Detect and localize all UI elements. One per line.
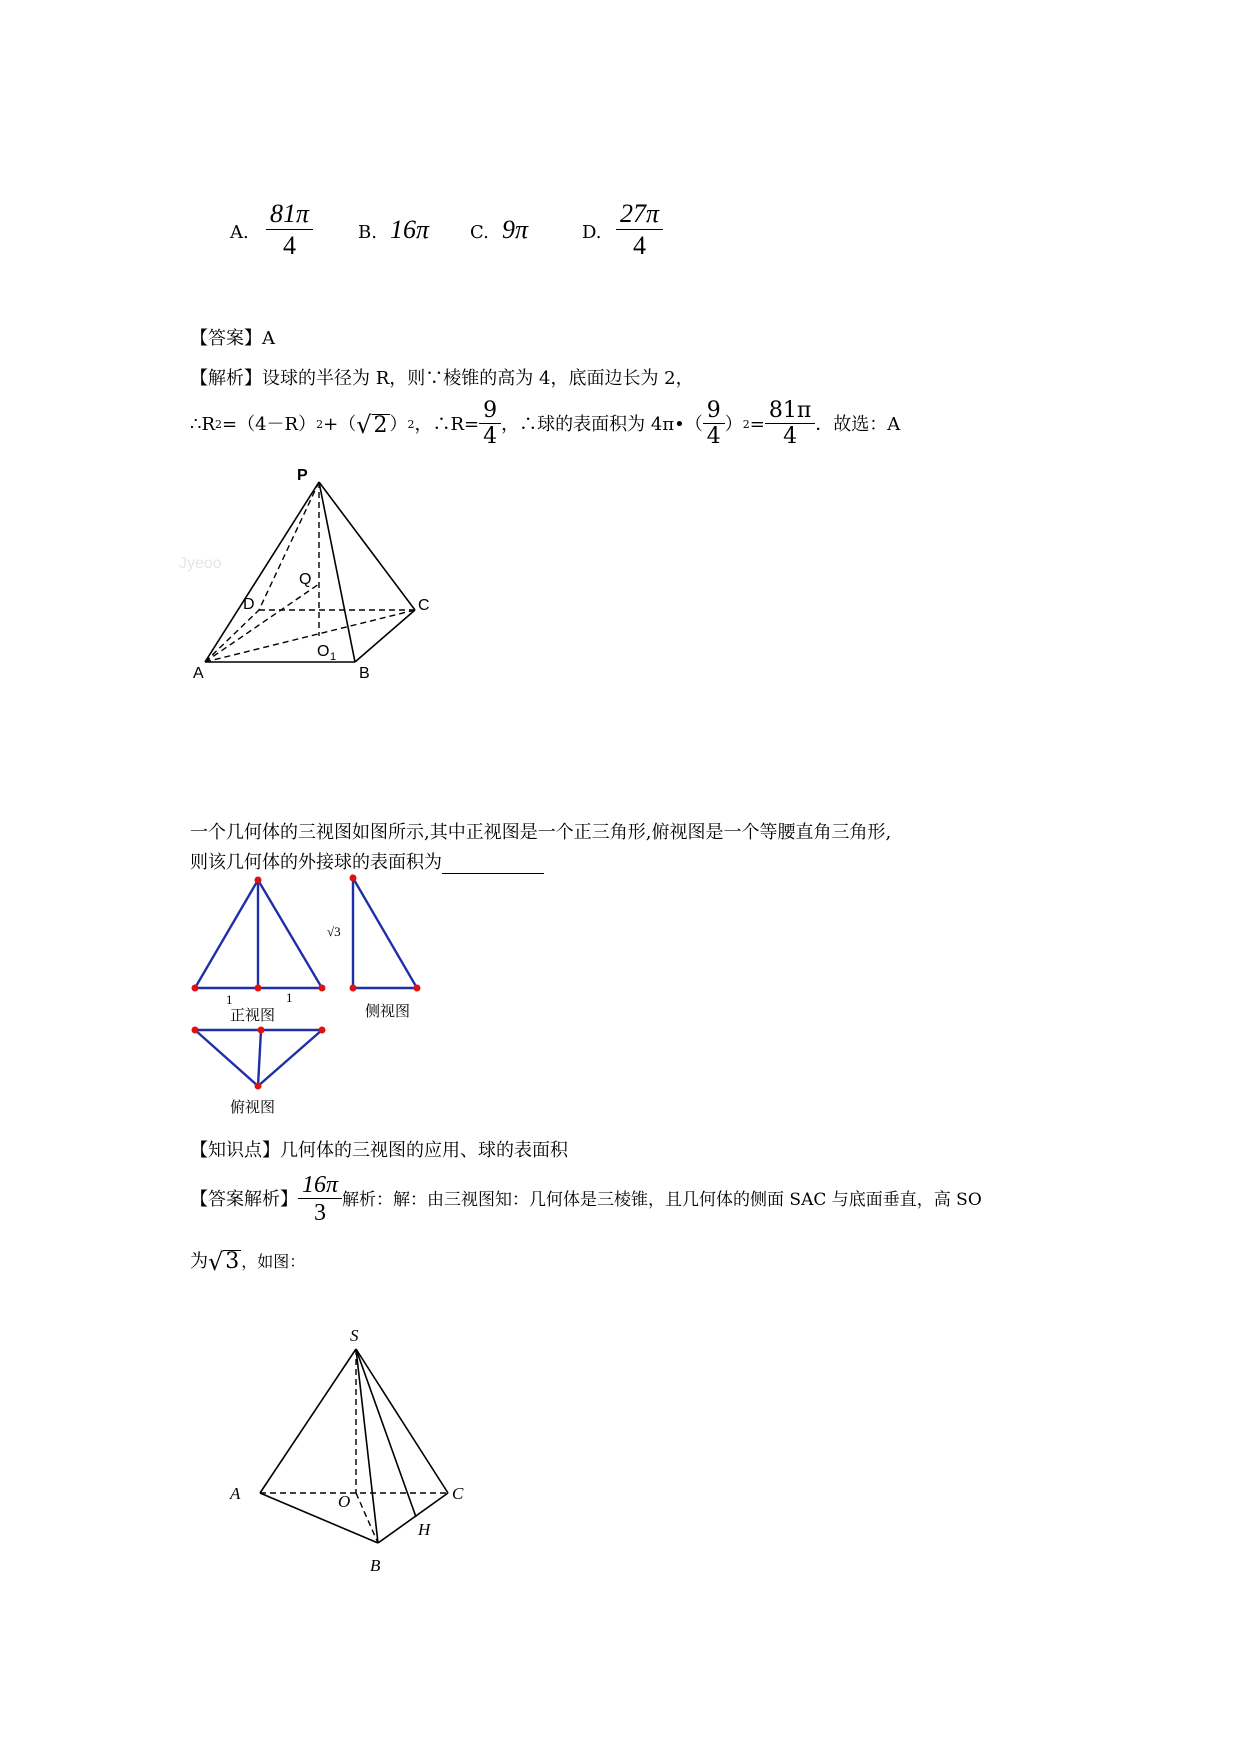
answer-text: 解析：解：由三视图知：几何体是三棱锥，且几何体的侧面 SAC 与底面垂直，高 SO xyxy=(342,1190,982,1210)
label-o1: O xyxy=(317,643,330,660)
side-view-label: 侧视图 xyxy=(365,1004,411,1020)
label-d: D xyxy=(243,596,255,613)
edge-pc xyxy=(319,482,415,610)
top-view-label: 俯视图 xyxy=(230,1100,276,1116)
a2-frac1 xyxy=(479,399,501,451)
front-mid-point xyxy=(255,985,262,992)
answer-fraction xyxy=(298,1172,342,1228)
a2-frac3-num: 81π xyxy=(765,399,815,424)
top-right-point xyxy=(319,1027,326,1034)
label-q: Q xyxy=(299,571,312,588)
q2-knowledge: 【知识点】几何体的三视图的应用、球的表面积 xyxy=(190,1140,568,1161)
q1-answer: 【答案】A xyxy=(190,328,275,349)
a2-part5: ） xyxy=(389,414,408,435)
q2-question-text: 则该几何体的外接球的表面积为 xyxy=(190,852,442,873)
a2-part8: ） xyxy=(724,414,743,435)
q1-options xyxy=(230,200,750,262)
answer-line2-prefix: 为 xyxy=(190,1250,208,1272)
a2-part2: =（4－R） xyxy=(222,414,317,435)
three-views-figure xyxy=(185,870,445,1120)
tetrahedron-figure xyxy=(220,1305,480,1585)
edge-pb xyxy=(319,482,355,662)
option-d-fraction xyxy=(616,200,663,261)
answer-line2-suffix: ，如图： xyxy=(241,1251,306,1271)
side-top-point xyxy=(350,875,357,882)
a2-frac1-num: 9 xyxy=(479,399,501,424)
label-s: S xyxy=(350,1326,359,1345)
label-c: C xyxy=(418,597,430,614)
a2-frac2-den: 4 xyxy=(706,424,721,450)
front-left-point xyxy=(192,985,199,992)
q1-analysis-line2 xyxy=(190,398,900,452)
top-bottom-point xyxy=(255,1083,262,1090)
option-a-den: 4 xyxy=(283,230,297,260)
edge-bc xyxy=(378,1493,448,1543)
option-c-letter: C. xyxy=(470,222,489,243)
top-left-point xyxy=(192,1027,199,1034)
a2-frac1-den: 4 xyxy=(483,424,498,450)
a2-frac3 xyxy=(765,399,815,451)
sqrt-symbol: √ xyxy=(356,411,372,439)
q2-answer-line1 xyxy=(190,1170,982,1230)
label-h: H xyxy=(418,1520,431,1539)
edge-ad-dashed xyxy=(205,610,259,662)
a2-frac3-den: 4 xyxy=(783,424,798,450)
answer-blank xyxy=(442,855,544,874)
a2-sup3: 2 xyxy=(316,418,324,431)
diag-ac-dashed xyxy=(205,610,415,662)
side-bottom-left-point xyxy=(350,985,357,992)
sqrt3-symbol: √ xyxy=(208,1247,224,1276)
a2-sup2: 2 xyxy=(215,418,223,431)
side-bottom-right-point xyxy=(414,985,421,992)
option-a-num: 81π xyxy=(266,200,313,230)
edge-ab xyxy=(260,1493,378,1543)
top-mid-point xyxy=(258,1027,265,1034)
a2-part6: ，∴R= xyxy=(414,414,480,435)
option-b-value: 16π xyxy=(390,215,430,244)
a2-part10: ．故选：A xyxy=(815,414,901,435)
front-right-point xyxy=(319,985,326,992)
option-d-den: 4 xyxy=(633,230,647,260)
option-a-fraction xyxy=(266,200,313,261)
front-top-point xyxy=(255,877,262,884)
a2-frac2-num: 9 xyxy=(703,399,725,424)
option-d-letter: D. xyxy=(582,222,602,243)
answer-num: 16π xyxy=(298,1172,342,1199)
q2-answer-line2 xyxy=(190,1247,306,1276)
line-aq-dashed xyxy=(205,584,319,662)
q1-analysis-line1: 【解析】设球的半径为 R，则∵棱锥的高为 4，底面边长为 2， xyxy=(190,368,694,389)
label-p: P xyxy=(297,467,308,484)
a2-frac2 xyxy=(703,399,725,451)
label-c-tet: C xyxy=(452,1484,464,1503)
front-view xyxy=(192,877,326,1025)
option-d-num: 27π xyxy=(616,200,663,230)
sqrt3-radicand: 3 xyxy=(225,1249,240,1274)
label-b-tet: B xyxy=(370,1556,381,1575)
answer-prefix: 【答案解析】 xyxy=(190,1189,298,1210)
side-height-label: √3 xyxy=(327,924,341,939)
a2-part7: ，∴球的表面积为 4π•（ xyxy=(501,414,703,435)
a2-sup5: 2 xyxy=(407,418,415,431)
a2-part1: ∴R xyxy=(190,414,216,435)
front-view-label: 正视图 xyxy=(230,1008,276,1024)
a2-part4: +（ xyxy=(323,414,357,435)
edge-sa xyxy=(260,1349,356,1493)
side-view xyxy=(327,875,421,1021)
label-o: O xyxy=(338,1492,351,1511)
top-view xyxy=(192,1027,326,1117)
sqrt-radicand: 2 xyxy=(373,412,388,438)
watermark: Jyeoo xyxy=(179,555,222,572)
label-b: B xyxy=(359,665,370,682)
a2-part9: = xyxy=(749,414,765,435)
label-o1-sub: 1 xyxy=(330,651,337,663)
a2-sup8: 2 xyxy=(742,418,750,431)
pyramid-figure xyxy=(179,460,445,682)
option-c-value: 9π xyxy=(502,215,529,244)
edge-pd-dashed xyxy=(259,482,319,610)
option-b-letter: B. xyxy=(358,222,377,243)
answer-den: 3 xyxy=(314,1200,327,1227)
label-a: A xyxy=(193,665,204,682)
dim-left-label: 1 xyxy=(226,992,233,1007)
q2-question-line1: 一个几何体的三视图如图所示,其中正视图是一个正三角形,俯视图是一个等腰直角三角形, xyxy=(190,822,892,843)
label-a-tet: A xyxy=(230,1484,241,1503)
dim-right-label: 1 xyxy=(286,990,293,1005)
option-a-letter: A. xyxy=(230,222,249,243)
